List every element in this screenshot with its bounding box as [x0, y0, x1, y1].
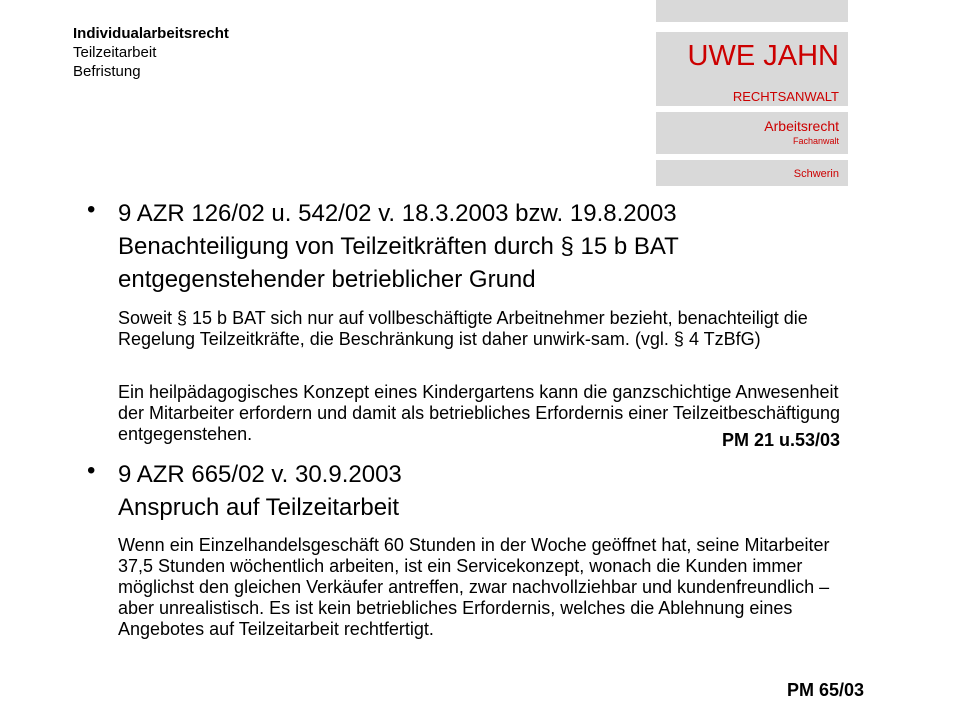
item1-press-reference: PM 21 u.53/03: [722, 430, 841, 450]
item1-heading: [118, 197, 679, 296]
item1-subtitle: entgegenstehender betrieblicher Grund: [118, 266, 536, 293]
item2-press-reference: PM 65/03: [787, 680, 865, 700]
item1-case-number: 9 AZR 126/02 u. 542/02 v. 18.3.2003 bzw. 19.8.2003: [118, 200, 677, 227]
city-label: Schwerin: [793, 168, 839, 180]
brand-area-box: [656, 112, 848, 154]
brand-name-box: [656, 32, 848, 106]
brand-city-box: [656, 160, 848, 186]
fachanwalt-label: Fachanwalt: [792, 136, 839, 146]
topic-header: [73, 24, 229, 81]
practice-area: Arbeitsrecht: [764, 118, 839, 134]
bullet-2: •: [87, 457, 96, 484]
lawyer-role: RECHTSANWALT: [732, 89, 839, 104]
item1-paragraph-2: Ein heilpädagogisches Konzept eines Kindergartens kann die ganzschichtige Anwesenheit der Mitarbeiter erfordern und damit als betriebliches Erfordernis einer Teilzeitbeschäftigung entgegenstehen.: [118, 382, 841, 444]
topic-subtitle-2: Befristung: [73, 63, 141, 80]
topic-subtitle-1: Teilzeitarbeit: [73, 44, 157, 61]
item2-heading: [118, 458, 402, 524]
topic-title: Individualarbeitsrecht: [73, 25, 229, 42]
item2-case-number: 9 AZR 665/02 v. 30.9.2003: [118, 461, 402, 488]
item2-paragraph-1: Wenn ein Einzelhandelsgeschäft 60 Stunden in der Woche geöffnet hat, seine Mitarbeiter 37,5 Stunden wöchentlich arbeiten, ist ein Servicekonzept, wonach die Kunden immer möglichst den gleichen Verkäufer antreffen, zwar nachvollziehbar und kundenfreundlich – aber unrealistisch. Es ist kein betriebliches Erfordernis, welches die Ablehnung eines Angebotes auf Teilzeitarbeit rechtfertigt.: [118, 535, 830, 639]
item1-title: Benachteiligung von Teilzeitkräften durch § 15 b BAT: [118, 233, 679, 260]
item2-title: Anspruch auf Teilzeitarbeit: [118, 494, 400, 521]
brand-top-bar: [656, 0, 848, 22]
lawyer-name: UWE JAHN: [687, 40, 839, 72]
bullet-1: •: [87, 196, 96, 223]
item1-paragraph-1: Soweit § 15 b BAT sich nur auf vollbeschäftigte Arbeitnehmer bezieht, benachteiligt die Regelung Teilzeitkräfte, die Beschränkung ist daher unwirk-sam. (vgl. § 4 TzBfG): [118, 308, 808, 349]
